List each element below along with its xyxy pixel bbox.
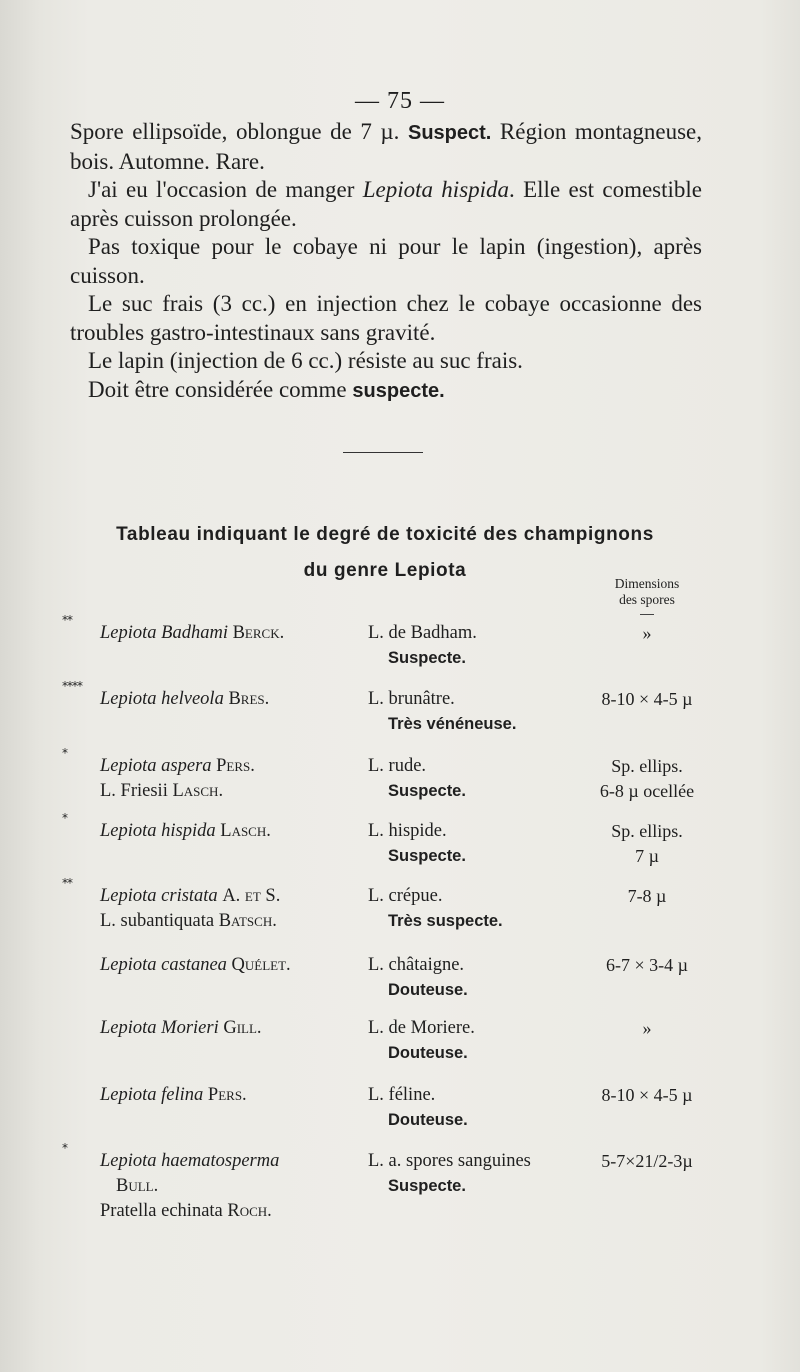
toxicity-stars: ** — [62, 876, 72, 890]
toxicity-stars: ** — [62, 613, 72, 627]
species-name: Lepiota haematosperma Bull. Pratella echinata Roch. — [100, 1151, 280, 1221]
species-name: Lepiota aspera Pers. L. Friesii Lasch. — [100, 756, 255, 801]
french-name: L. rude. Suspecte. — [368, 754, 588, 804]
species-name: Lepiota cristata A. et S. L. subantiquata Batsch. — [100, 886, 281, 931]
spore-dimensions: 6-7 × 3-4 µ — [605, 955, 688, 975]
french-name: L. de Moriere. Douteuse. — [368, 1016, 588, 1066]
spore-dimensions: 5-7×21/2-3µ — [601, 1151, 693, 1171]
toxicity-stars: * — [62, 1141, 67, 1155]
toxicity-verdict: Suspecte. — [388, 1177, 466, 1195]
spore-dimensions: » — [642, 1018, 652, 1038]
species-name: Lepiota castanea Quélet. — [100, 955, 291, 975]
species-name: Lepiota hispida Lasch. — [100, 821, 271, 841]
spore-dimensions: 8-10 × 4-5 µ — [601, 1085, 693, 1105]
toxicity-verdict: Douteuse. — [388, 1044, 468, 1062]
french-name: L. brunâtre. Très vénéneuse. — [368, 687, 588, 737]
toxicity-verdict: Très suspecte. — [388, 912, 503, 930]
toxicity-verdict: Douteuse. — [388, 1111, 468, 1129]
french-name: L. féline. Douteuse. — [368, 1083, 588, 1133]
species-name: Lepiota felina Pers. — [100, 1085, 247, 1105]
french-name: L. châtaigne. Douteuse. — [368, 953, 588, 1003]
intro-paragraph: J'ai eu l'occasion de manger Lepiota hispida. Elle est comestible après cuisson prolongée. — [70, 177, 702, 231]
toxicity-stars: **** — [62, 679, 82, 693]
table-title: Tableau indiquant le degré de toxicité des champignons du genre Lepiota — [116, 524, 654, 581]
intro-paragraph: Le lapin (injection de 6 cc.) résiste au suc frais. — [88, 348, 523, 373]
intro-text — [70, 118, 702, 405]
intro-paragraph: Spore ellipsoïde, oblongue de 7 µ. Suspect. Région montagneuse, bois. Automne. Rare. — [70, 119, 702, 174]
french-name: L. hispide. Suspecte. — [368, 819, 588, 869]
species-name: Lepiota Badhami Berck. — [100, 623, 285, 643]
spore-dimensions: 7-8 µ — [627, 886, 667, 906]
spore-dimensions: » — [642, 623, 652, 643]
french-name: L. de Badham. Suspecte. — [368, 621, 588, 671]
spore-dimensions: 8-10 × 4-5 µ — [601, 689, 693, 709]
french-name: L. crépue. Très suspecte. — [368, 884, 588, 934]
toxicity-stars: * — [62, 811, 67, 825]
toxicity-stars: * — [62, 746, 67, 760]
toxicity-verdict: Douteuse. — [388, 981, 468, 999]
toxicity-verdict: Suspecte. — [388, 649, 466, 667]
dimensions-column-header: Dimensions des spores — [588, 576, 706, 615]
intro-paragraph: Le suc frais (3 cc.) en injection chez le cobaye occasionne des troubles gastro-intestinaux sans gravité. — [70, 291, 702, 345]
spore-dimensions: Sp. ellips. 6-8 µ ocellée — [599, 756, 695, 801]
species-name: Lepiota Morieri Gill. — [100, 1018, 262, 1038]
toxicity-verdict: Suspecte. — [388, 782, 466, 800]
header-dash — [640, 614, 654, 615]
toxicity-verdict: Très vénéneuse. — [388, 715, 517, 733]
french-name: L. a. spores sanguines Suspecte. — [368, 1149, 588, 1199]
intro-paragraph: Pas toxique pour le cobaye ni pour le lapin (ingestion), après cuisson. — [70, 234, 702, 288]
page-number: — 75 — — [355, 88, 445, 114]
spore-dimensions: Sp. ellips. 7 µ — [611, 821, 683, 866]
section-divider — [343, 452, 423, 453]
intro-paragraph: Doit être considérée comme suspecte. — [88, 376, 445, 402]
species-name: Lepiota helveola Bres. — [100, 689, 270, 709]
toxicity-verdict: Suspecte. — [388, 847, 466, 865]
